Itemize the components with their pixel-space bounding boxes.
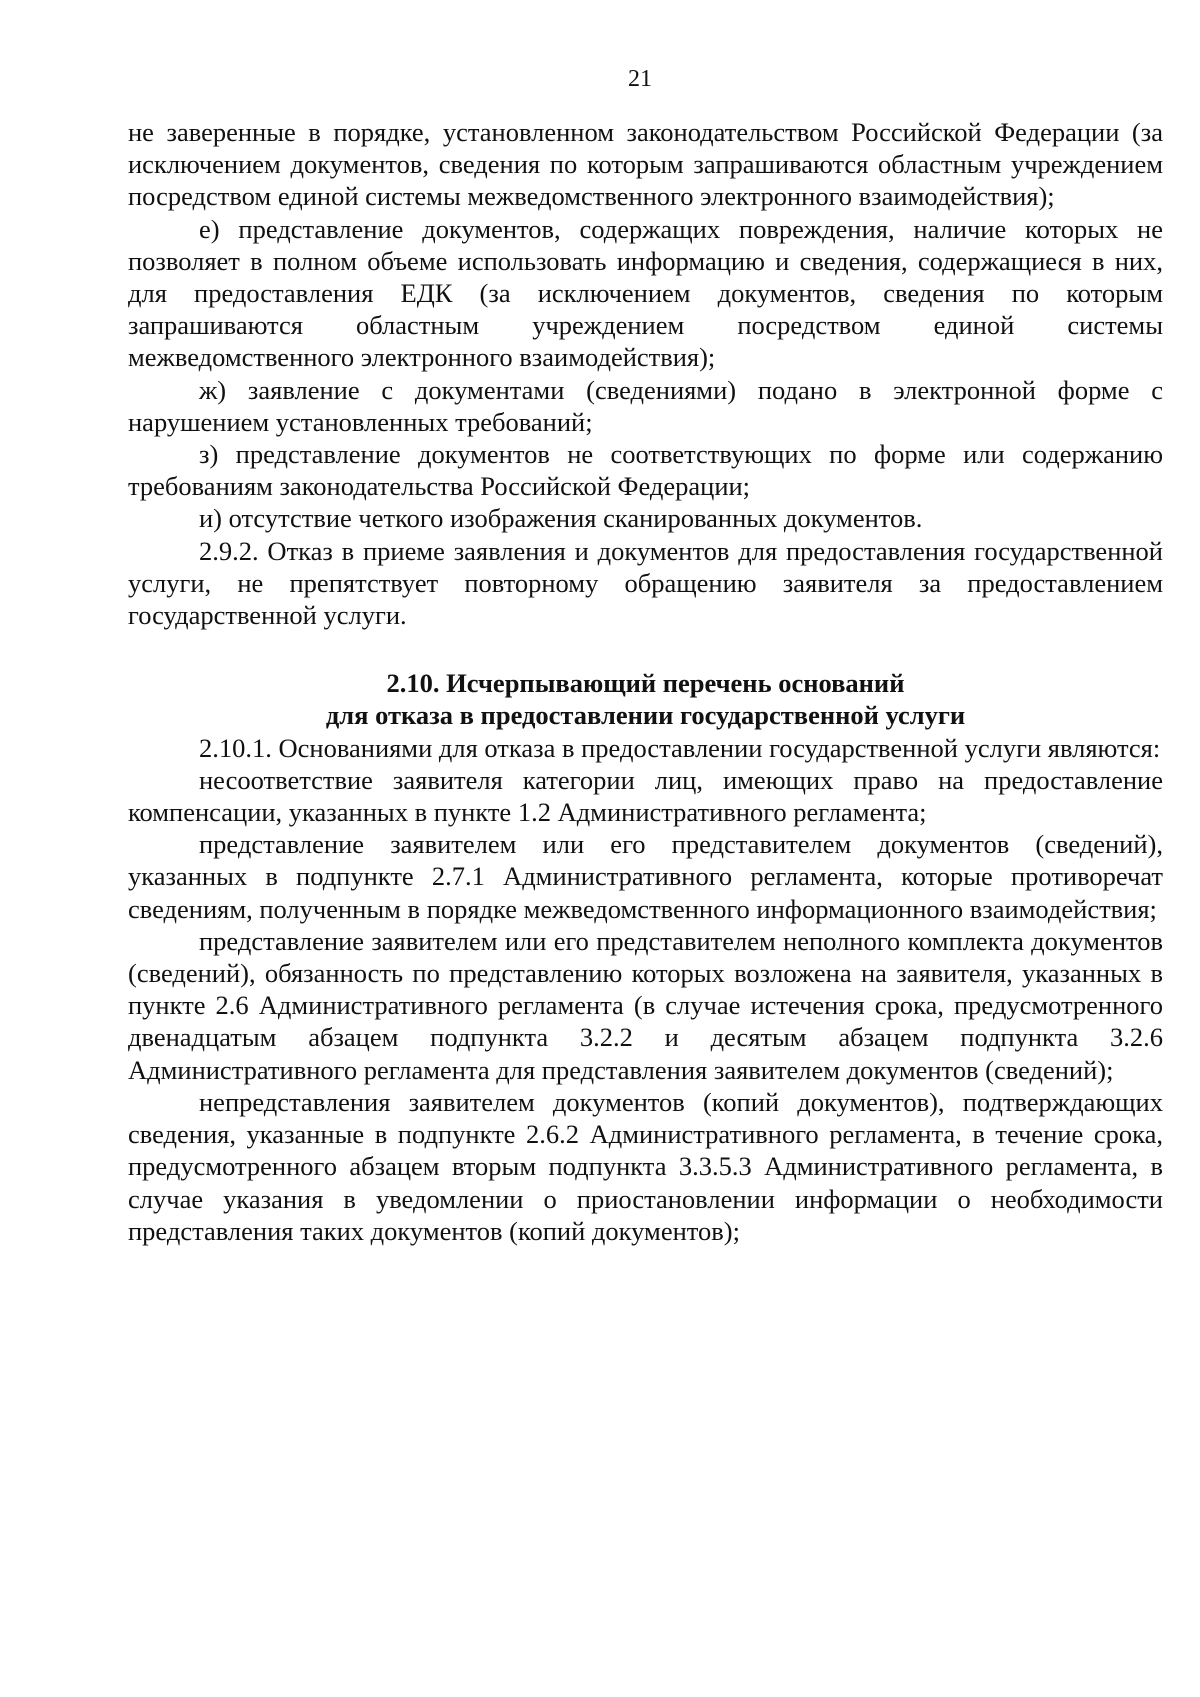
paragraph-ground-not-submitted: непредставления заявителем документов (копий документов), подтверждающих сведения, указанные в подпункте 2.6.2 Административного регламента, в течение срока, предусмотренного абзацем вторым подпункта 3.3.5.3 Административного регламента, в случае указания в уведомлении о приостановлении информации о необходимости представления таких документов (копий документов); [128,1086,1163,1246]
paragraph-ground-incomplete: представление заявителем или его представителем неполного комплекта документов (сведений), обязанность по представлению которых возложена на заявителя, указанных в пункте 2.6 Административного регламента (в случае истечения срока, предусмотренного двенадцатым абзацем подпункта 3.2.2 и десятым абзацем подпункта 3.2.6 Административного регламента для представления заявителем документов (сведений); [128,925,1163,1085]
paragraph-ground-contradiction: представление заявителем или его представителем документов (сведений), указанных в подпункте 2.7.1 Административного регламента, которые противоречат сведениям, полученным в порядке межведомственного информационного взаимодействия; [128,829,1163,924]
paragraph-item-e: е) представление документов, содержащих повреждения, наличие которых не позволяет в полном объеме использовать информацию и сведения, содержащиеся в них, для предоставления ЕДК (за исключением документов, сведения по которым запрашиваются областным учреждением посредством единой системы межведомственного электронного взаимодействия); [128,213,1163,373]
paragraph-item-z: з) представление документов не соответствующих по форме или содержанию требованиям законодательства Российской Федерации; [128,439,1163,502]
paragraph-item-i: и) отсутствие четкого изображения сканированных документов. [199,503,923,534]
section-heading-line-1: 2.10. Исчерпывающий перечень оснований [386,668,905,699]
page-number: 21 [628,66,652,92]
section-heading-line-2: для отказа в предоставлении государственной услуги [325,700,966,731]
paragraph-ground-category: несоответствие заявителя категории лиц, имеющих право на предоставление компенсации, указанных в пункте 1.2 Административного регламента; [128,764,1163,828]
paragraph-2-9-2: 2.9.2. Отказ в приеме заявления и документов для предоставления государственной услуги, не препятствует повторному обращению заявителя за предоставлением государственной услуги. [128,535,1163,631]
paragraph-continuation: не заверенные в порядке, установленном законодательством Российской Федерации (за исключением документов, сведения по которым запрашиваются областным учреждением посредством единой системы межведомственного электронного взаимодействия); [128,117,1163,212]
paragraph-item-zh: ж) заявление с документами (сведениями) подано в электронной форме с нарушением установленных требований; [128,374,1163,437]
document-body [128,116,1163,1247]
paragraph-2-10-1: 2.10.1. Основаниями для отказа в предоставлении государственной услуги являются: [199,732,1161,763]
